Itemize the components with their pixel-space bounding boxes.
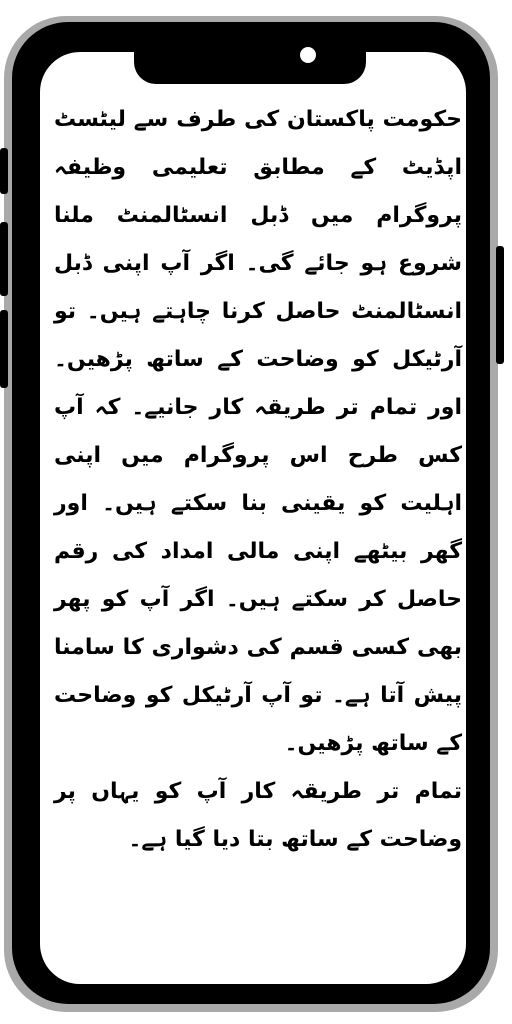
silent-switch [0, 148, 8, 194]
power-button [496, 246, 504, 364]
article-paragraph: حکومت پاکستان کی طرف سے لیٹسٹ اپڈیٹ کے مطابق تعلیمی وظیفہ پروگرام میں ڈبل انسٹالمنٹ ملنا شروع ہو جائے گی۔ اگر آپ اپنی ڈبل انسٹالمنٹ حاصل کرنا چاہتے ہیں۔ تو آرٹیکل کو وضاحت کے ساتھ پڑھیں۔ اور تمام تر طریقہ کار جانیے۔ کہ آپ کس طرح اس پروگرام میں اپنی اہلیت کو یقینی بنا سکتے ہیں۔ اور گھر بیٹھے اپنی مالی امداد کی رقم حاصل کر سکتے ہیں۔ اگر آپ کو پھر بھی کسی قسم کی دشواری کا سامنا پیش آتا ہے۔ تو آپ آرٹیکل کو وضاحت کے ساتھ پڑھیں۔ [54, 107, 462, 756]
volume-down-button [0, 310, 8, 388]
camera-icon [300, 47, 316, 63]
article-paragraph: تمام تر طریقہ کار آپ کو یہاں پر وضاحت کے ساتھ بتا دیا گیا ہے۔ [54, 779, 462, 852]
notch [134, 30, 366, 84]
article-body [48, 96, 468, 976]
volume-up-button [0, 222, 8, 296]
